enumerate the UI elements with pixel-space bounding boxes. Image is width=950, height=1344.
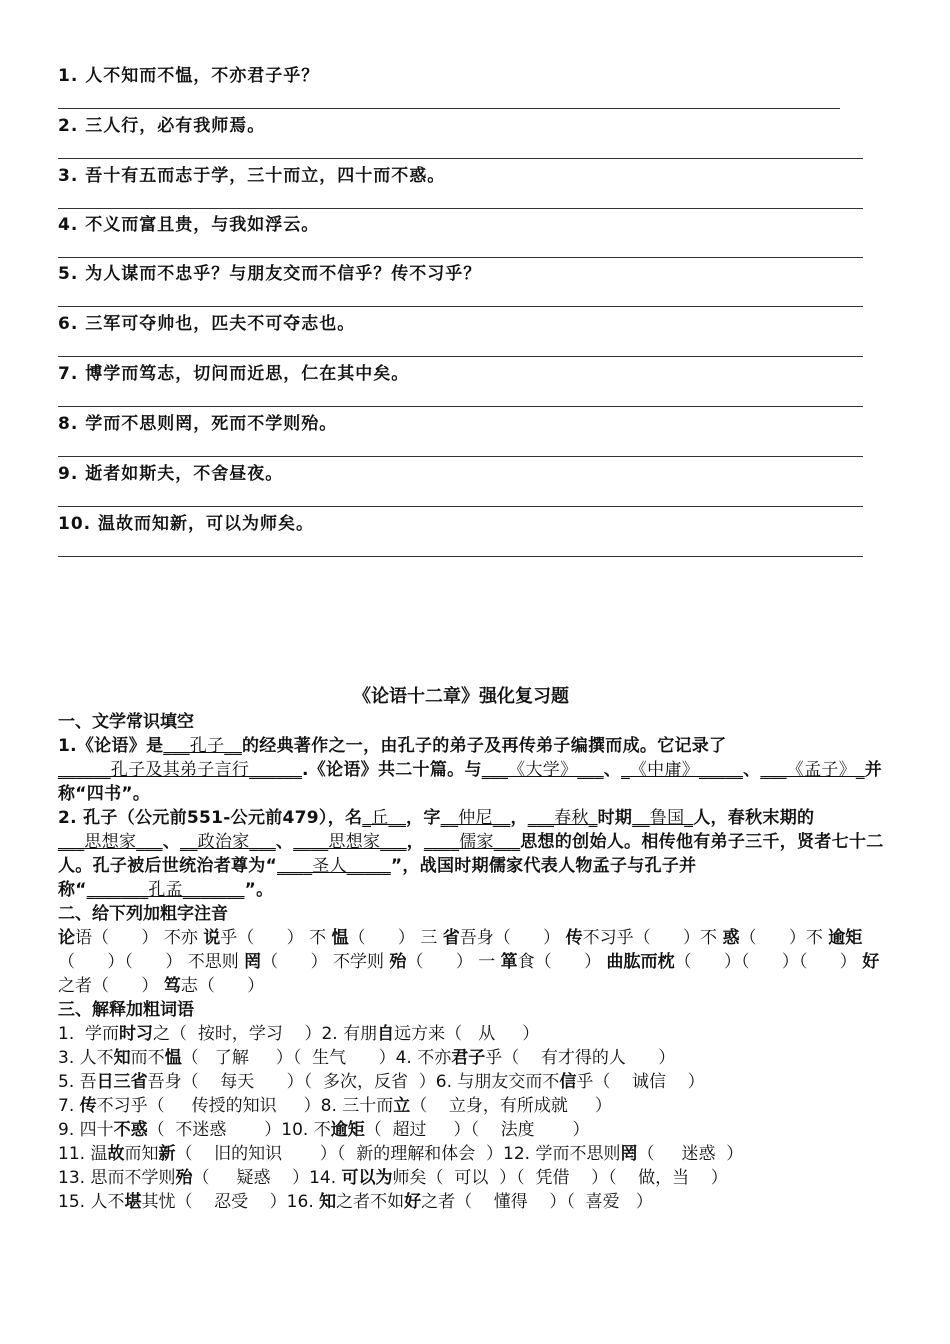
translation-item — [58, 64, 863, 109]
definition-text: 乎（ 诚信 ） — [576, 1072, 705, 1092]
pinyin-blank-text: 不思则 — [187, 952, 239, 972]
definition-text: 13. 思而不学则 — [58, 1168, 176, 1188]
definition-text: （ 超过 ）（ 法度 ） — [364, 1120, 590, 1140]
literary-paragraph-1: 1.《论语》是___孔子__的经典著作之一，由孔子的弟子及再传弟子编撰而成。它记录了______孔子及其弟子言行______.《论语》共二十篇。与___《大学》___、_《中庸》_____、___《孟子》_并称“四书”。 — [58, 736, 883, 804]
bold-char: 罔 — [244, 952, 262, 972]
pinyin-blank-text: （ ） — [261, 952, 328, 972]
definition-text: 9. 四十 — [58, 1120, 114, 1140]
bold-term: 君子 — [451, 1048, 486, 1068]
translation-question: 6. 三军可夺帅也，匹夫不可夺志也。 — [58, 314, 356, 334]
definition-text: 5. 吾 — [58, 1072, 97, 1092]
translation-item — [58, 362, 863, 407]
pinyin-blank-text: 语（ ） — [75, 928, 159, 948]
bold-term: 自 — [377, 1024, 395, 1044]
answer-line[interactable] — [58, 486, 863, 507]
pinyin-blank-text: 不亦 — [163, 928, 198, 948]
pinyin-blank-text: 之者（ ） — [58, 976, 159, 996]
definition-text: 15. 人不 — [58, 1192, 125, 1212]
answer-line[interactable] — [58, 386, 863, 407]
definition-text: 远方来（ 从 ） — [394, 1024, 540, 1044]
answer-line[interactable] — [58, 436, 863, 457]
translation-item — [58, 412, 863, 457]
definition-text: 之者不如 — [336, 1192, 405, 1212]
definition-line — [58, 1094, 894, 1118]
bold-term: 愠 — [164, 1048, 182, 1068]
translation-item — [58, 213, 863, 258]
answer-line[interactable] — [58, 336, 863, 357]
bold-term: 知 — [113, 1048, 131, 1068]
bold-char: 笃 — [163, 976, 181, 996]
bold-char: 论 — [58, 928, 75, 948]
translation-item — [58, 262, 863, 307]
bold-term: 新 — [158, 1144, 176, 1164]
definition-text: 之（ 按时，学习 ）2. 有朋 — [153, 1024, 378, 1044]
bold-char: 好 — [862, 952, 880, 972]
definition-line — [58, 1190, 894, 1214]
translation-item — [58, 312, 863, 357]
translation-item — [58, 512, 863, 557]
translation-question: 3. 吾十有五而志于学，三十而立，四十而不惑。 — [58, 166, 446, 186]
bold-char: 逾矩 — [828, 928, 863, 948]
translation-question: 5. 为人谋而不忠乎？与朋友交而不信乎？传不习乎？ — [58, 264, 482, 284]
section-heading-pinyin: 二、给下列加粗字注音 — [58, 904, 228, 924]
definition-line — [58, 1142, 894, 1166]
bold-term: 逾矩 — [330, 1120, 365, 1140]
definition-line — [58, 1118, 894, 1142]
bold-char: 惑 — [722, 928, 740, 948]
definition-line — [58, 1070, 894, 1094]
worksheet-title: 《论语十二章》强化复习题 — [353, 686, 569, 707]
section-heading-literary-knowledge: 一、文学常识填空 — [58, 712, 194, 732]
definition-text: 吾身（ 每天 ）（ 多次，反省 ）6. 与朋友交而不 — [147, 1072, 560, 1092]
definition-lines — [58, 1022, 894, 1214]
translation-question: 10. 温故而知新，可以为师矣。 — [58, 514, 315, 534]
translation-question: 2. 三人行，必有我师焉。 — [58, 116, 266, 136]
bold-term: 堪 — [124, 1192, 142, 1212]
translation-item — [58, 164, 863, 209]
bold-term: 时习 — [119, 1024, 154, 1044]
definition-text: 而知 — [124, 1144, 159, 1164]
pinyin-items — [58, 926, 894, 998]
bold-term: 立 — [393, 1096, 411, 1116]
pinyin-blank-text: 一 — [478, 952, 496, 972]
pinyin-blank-text: （ ） — [348, 928, 415, 948]
pinyin-blank-text: 志（ ） — [180, 976, 265, 996]
bold-char: 省 — [442, 928, 460, 948]
bold-term: 殆 — [175, 1168, 193, 1188]
pinyin-blank-text: （ ）（ ） — [58, 952, 183, 972]
bold-char: 传 — [565, 928, 583, 948]
definition-text: 不习乎（ 传授的知识 ）8. 三十而 — [96, 1096, 394, 1116]
bold-term: 日三省 — [96, 1072, 148, 1092]
pinyin-blank-text: 食（ ） — [517, 952, 602, 972]
definition-text: （ 不迷惑 ）10. 不 — [147, 1120, 331, 1140]
pinyin-blank-text: 不 — [309, 928, 327, 948]
translation-item — [58, 114, 863, 159]
pinyin-blank-text: （ ） — [406, 952, 473, 972]
definition-text: 而不 — [130, 1048, 165, 1068]
definition-text: （ 了解 ）（ 生气 ）4. 不亦 — [181, 1048, 452, 1068]
bold-term: 信 — [559, 1072, 577, 1092]
answer-line[interactable] — [58, 237, 863, 258]
definition-text: 11. 温 — [58, 1144, 108, 1164]
bold-term: 罔 — [620, 1144, 638, 1164]
definition-text: 1. 学而 — [58, 1024, 120, 1044]
bold-char: 说 — [203, 928, 221, 948]
definition-text: （ 立身，有所成就 ） — [410, 1096, 612, 1116]
bold-term: 知 — [319, 1192, 337, 1212]
definition-text: 乎（ 有才得的人 ） — [485, 1048, 676, 1068]
pinyin-blank-text: 不习乎（ ）不 — [582, 928, 718, 948]
definition-text: 3. 人不 — [58, 1048, 114, 1068]
translation-question: 1. 人不知而不愠，不亦君子乎？ — [58, 66, 320, 86]
pinyin-blank-text: 吾身（ ） — [459, 928, 561, 948]
translation-question: 4. 不义而富且贵，与我如浮云。 — [58, 215, 320, 235]
bold-char: 曲肱而枕 — [606, 952, 675, 972]
bold-term: 可以为 — [341, 1168, 393, 1188]
definition-line — [58, 1046, 894, 1070]
bold-term: 故 — [107, 1144, 125, 1164]
pinyin-blank-text: 乎（ ） — [220, 928, 304, 948]
pinyin-blank-text: 三 — [420, 928, 438, 948]
bold-char: 殆 — [389, 952, 407, 972]
pinyin-blank-text: （ ）（ ）（ ） — [674, 952, 857, 972]
definition-text: 之者（ 懂得 ）（ 喜爱 ） — [421, 1192, 653, 1212]
bold-term: 不惑 — [113, 1120, 148, 1140]
answer-line[interactable] — [58, 286, 863, 307]
definition-line — [58, 1166, 894, 1190]
bold-char: 愠 — [331, 928, 349, 948]
literary-paragraph-2: 2. 孔子（公元前551-公元前479），名_丘__，字__仲尼__，___春秋_时期__鲁国_人，春秋末期的___思想家___、__政治家___、____思想家___，____儒家___思想的创始人。相传他有弟子三千，贤者七十二人。孔子被后世统治者尊为“____圣人_____”，战国时期儒家代表人物孟子与孔子并称“_______孔孟_______”。 — [58, 808, 884, 900]
translation-question: 9. 逝者如斯夫，不舍昼夜。 — [58, 464, 284, 484]
definition-text: （ 迷惑 ） — [637, 1144, 744, 1164]
definition-text: （ 疑惑 ）14. — [192, 1168, 342, 1188]
translation-question: 8. 学而不思则罔，死而不学则殆。 — [58, 414, 338, 434]
translation-item — [58, 462, 863, 507]
answer-line[interactable] — [58, 536, 863, 557]
definition-text: （ 旧的知识 ）（ 新的理解和体会 ）12. 学而不思则 — [175, 1144, 621, 1164]
pinyin-blank-text: 不学则 — [333, 952, 385, 972]
pinyin-blank-text: （ ）不 — [739, 928, 823, 948]
bold-term: 好 — [404, 1192, 422, 1212]
answer-line[interactable] — [58, 138, 863, 159]
bold-char: 箪 — [500, 952, 518, 972]
answer-line[interactable] — [58, 88, 840, 109]
definition-text: 师矣（ 可以 ）（ 凭借 ）（ 做，当 ） — [392, 1168, 728, 1188]
section-heading-definitions: 三、解释加粗词语 — [58, 1000, 194, 1020]
answer-line[interactable] — [58, 188, 863, 209]
definition-text: 7. — [58, 1096, 80, 1116]
definition-line — [58, 1022, 894, 1046]
bold-term: 传 — [79, 1096, 97, 1116]
translation-question: 7. 博学而笃志，切问而近思，仁在其中矣。 — [58, 364, 410, 384]
definition-text: 其忧（ 忍受 ）16. — [141, 1192, 320, 1212]
review-section — [58, 684, 894, 1214]
